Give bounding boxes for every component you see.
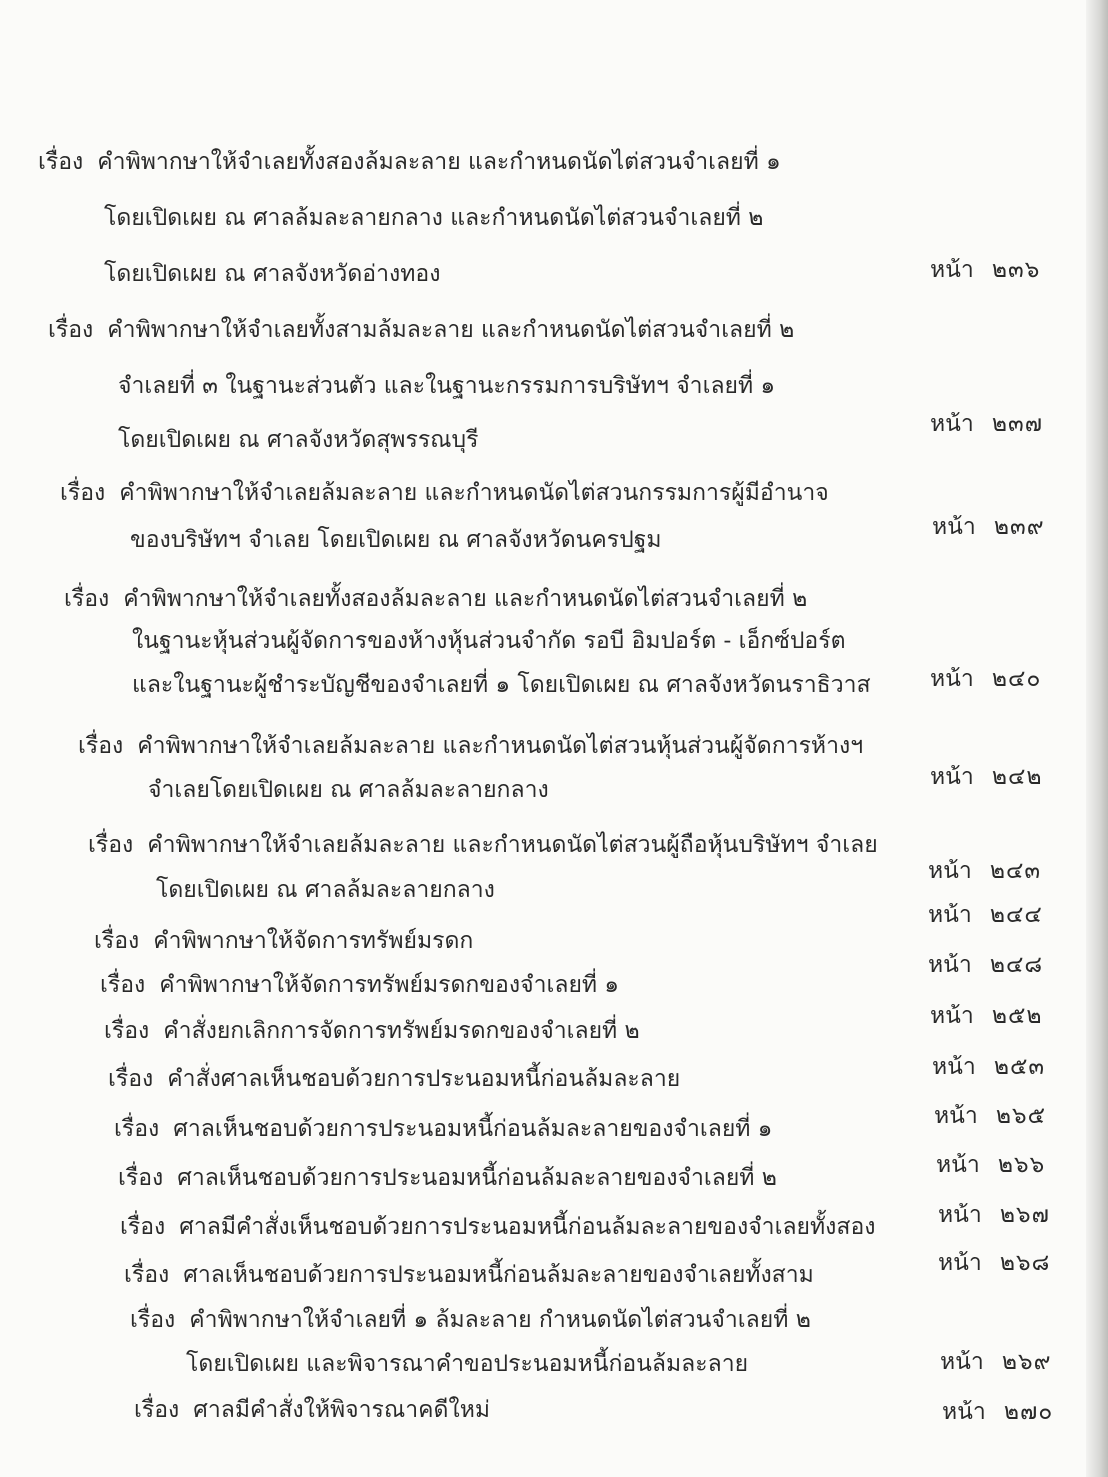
entry-prefix: เรื่อง	[60, 480, 106, 506]
entry-1-page: หน้า ๒๓๖	[930, 257, 1041, 283]
entry-9-page: หน้า ๒๕๒	[930, 1003, 1043, 1029]
entry-1-line-1: เรื่อง คำพิพากษาให้จำเลยทั้งสองล้มละลาย และกำหนดนัดไต่สวนจำเลยที่ ๑	[38, 149, 781, 175]
entry-prefix: เรื่อง	[118, 1165, 164, 1191]
entry-5-line-2: จำเลยโดยเปิดเผย ณ ศาลล้มละลายกลาง	[148, 777, 549, 803]
entry-13-line-1: เรื่อง ศาลมีคำสั่งเห็นชอบด้วยการประนอมหนี้ก่อนล้มละลายของจำเลยทั้งสอง	[120, 1214, 876, 1240]
entry-7-line-1: เรื่อง คำพิพากษาให้จัดการทรัพย์มรดก	[94, 928, 474, 954]
entry-4-line-3: และในฐานะผู้ชำระบัญชีของจำเลยที่ ๑ โดยเปิดเผย ณ ศาลจังหวัดนราธิวาส	[132, 672, 871, 698]
entry-prefix: เรื่อง	[64, 586, 110, 612]
entry-15-line-1: เรื่อง คำพิพากษาให้จำเลยที่ ๑ ล้มละลาย กำหนดนัดไต่สวนจำเลยที่ ๒	[130, 1307, 811, 1333]
entry-12-page: หน้า ๒๖๖	[936, 1152, 1046, 1178]
entry-prefix: เรื่อง	[130, 1307, 176, 1333]
entry-prefix: เรื่อง	[114, 1116, 160, 1142]
entry-6-line-2: โดยเปิดเผย ณ ศาลล้มละลายกลาง	[156, 877, 495, 903]
entry-5-page: หน้า ๒๔๒	[930, 764, 1043, 790]
entry-15-line-2: โดยเปิดเผย และพิจารณาคำขอประนอมหนี้ก่อนล้มละลาย	[186, 1351, 749, 1377]
entry-prefix: เรื่อง	[134, 1397, 180, 1423]
entry-prefix: เรื่อง	[100, 972, 146, 998]
entry-16-page: หน้า ๒๗๐	[942, 1399, 1054, 1425]
entry-3-page: หน้า ๒๓๙	[932, 514, 1045, 540]
entry-prefix: เรื่อง	[108, 1066, 154, 1092]
entry-11-line-1: เรื่อง ศาลเห็นชอบด้วยการประนอมหนี้ก่อนล้มละลายของจำเลยที่ ๑	[114, 1116, 773, 1142]
entry-6-line-1: เรื่อง คำพิพากษาให้จำเลยล้มละลาย และกำหนดนัดไต่สวนผู้ถือหุ้นบริษัทฯ จำเลย	[88, 832, 878, 858]
entry-8-page: หน้า ๒๔๘	[928, 952, 1044, 978]
entry-prefix: เรื่อง	[88, 832, 134, 858]
entry-8-line-1: เรื่อง คำพิพากษาให้จัดการทรัพย์มรดกของจำเลยที่ ๑	[100, 972, 619, 998]
entry-prefix: เรื่อง	[78, 733, 124, 759]
entry-3-line-1: เรื่อง คำพิพากษาให้จำเลยล้มละลาย และกำหนดนัดไต่สวนกรรมการผู้มีอำนาจ	[60, 480, 829, 506]
entry-prefix: เรื่อง	[124, 1262, 170, 1288]
entry-5-line-1: เรื่อง คำพิพากษาให้จำเลยล้มละลาย และกำหนดนัดไต่สวนหุ้นส่วนผู้จัดการห้างฯ	[78, 733, 864, 759]
entry-1-line-3: โดยเปิดเผย ณ ศาลจังหวัดอ่างทอง	[104, 261, 441, 287]
entry-4-line-2: ในฐานะหุ้นส่วนผู้จัดการของห้างหุ้นส่วนจำกัด รอบี อิมปอร์ต - เอ็กซ์ปอร์ต	[132, 628, 846, 654]
entry-1-line-2: โดยเปิดเผย ณ ศาลล้มละลายกลาง และกำหนดนัดไต่สวนจำเลยที่ ๒	[104, 205, 764, 231]
entry-2-page: หน้า ๒๓๗	[930, 411, 1043, 437]
entry-12-line-1: เรื่อง ศาลเห็นชอบด้วยการประนอมหนี้ก่อนล้มละลายของจำเลยที่ ๒	[118, 1165, 777, 1191]
entry-2-line-3: โดยเปิดเผย ณ ศาลจังหวัดสุพรรณบุรี	[118, 427, 479, 453]
entry-15-page: หน้า ๒๖๙	[940, 1349, 1052, 1375]
entry-prefix: เรื่อง	[94, 928, 140, 954]
entry-10-line-1: เรื่อง คำสั่งศาลเห็นชอบด้วยการประนอมหนี้ก่อนล้มละลาย	[108, 1066, 681, 1092]
entry-4-line-1: เรื่อง คำพิพากษาให้จำเลยทั้งสองล้มละลาย และกำหนดนัดไต่สวนจำเลยที่ ๒	[64, 586, 808, 612]
entry-10-page: หน้า ๒๕๓	[932, 1054, 1046, 1080]
entry-6-page: หน้า ๒๔๓	[928, 858, 1042, 884]
entry-16-line-1: เรื่อง ศาลมีคำสั่งให้พิจารณาคดีใหม่	[134, 1397, 491, 1423]
entry-prefix: เรื่อง	[120, 1214, 166, 1240]
entry-prefix: เรื่อง	[48, 317, 94, 343]
entry-14-page: หน้า ๒๖๘	[938, 1250, 1051, 1276]
entry-13-page: หน้า ๒๖๗	[938, 1202, 1050, 1228]
entry-2-line-2: จำเลยที่ ๓ ในฐานะส่วนตัว และในฐานะกรรมการบริษัทฯ จำเลยที่ ๑	[118, 373, 776, 399]
entry-7-page: หน้า ๒๔๔	[928, 902, 1043, 928]
page-edge-shadow	[1086, 0, 1108, 1477]
entry-9-line-1: เรื่อง คำสั่งยกเลิกการจัดการทรัพย์มรดกของจำเลยที่ ๒	[104, 1018, 640, 1044]
entry-14-line-1: เรื่อง ศาลเห็นชอบด้วยการประนอมหนี้ก่อนล้มละลายของจำเลยทั้งสาม	[124, 1262, 814, 1288]
entry-prefix: เรื่อง	[38, 149, 84, 175]
entry-11-page: หน้า ๒๖๕	[934, 1103, 1046, 1129]
entry-2-line-1: เรื่อง คำพิพากษาให้จำเลยทั้งสามล้มละลาย และกำหนดนัดไต่สวนจำเลยที่ ๒	[48, 317, 795, 343]
entry-prefix: เรื่อง	[104, 1018, 150, 1044]
entry-3-line-2: ของบริษัทฯ จำเลย โดยเปิดเผย ณ ศาลจังหวัดนครปฐม	[130, 527, 662, 553]
entry-4-page: หน้า ๒๔๐	[930, 666, 1042, 692]
